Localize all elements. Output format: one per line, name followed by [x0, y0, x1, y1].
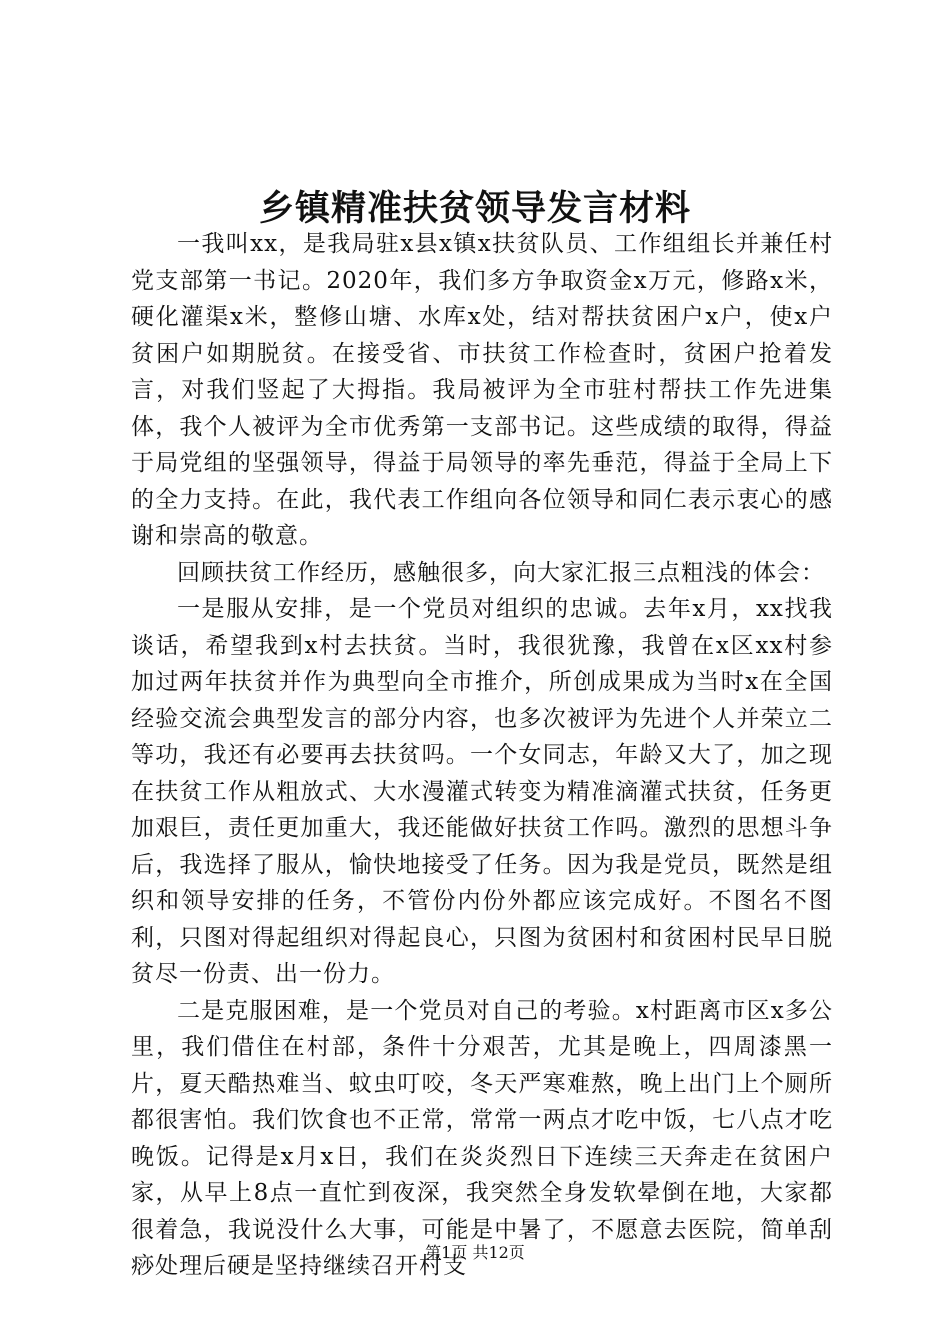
document-body	[131, 226, 833, 1285]
page-number-footer: 第1页 共12页	[425, 1243, 525, 1262]
paragraph-introduction: 一我叫xx，是我局驻x县x镇x扶贫队员、工作组组长并兼任村党支部第一书记。2020年，我们多方争取资金x万元，修路x米，硬化灌渠x米，整修山塘、水库x处，结对帮扶贫困户x户，使x户贫困户如期脱贫。在接受省、市扶贫工作检查时，贫困户抢着发言，对我们竖起了大拇指。我局被评为全市驻村帮扶工作先进集体，我个人被评为全市优秀第一支部书记。这些成绩的取得，得益于局党组的坚强领导，得益于局领导的率先垂范，得益于全局上下的全力支持。在此，我代表工作组向各位领导和同仁表示衷心的感谢和崇高的敬意。	[131, 231, 833, 549]
paragraph-review: 回顾扶贫工作经历，感触很多，向大家汇报三点粗浅的体会：	[177, 559, 825, 586]
paragraph-point-one: 一是服从安排，是一个党员对组织的忠诚。去年x月，xx找我谈话，希望我到x村去扶贫。当时，我很犹豫，我曾在x区xx村参加过两年扶贫并作为典型向全市推介，所创成果成为当时x在全国经验交流会典型发言的部分内容，也多次被评为先进个人并荣立二等功，我还有必要再去扶贫吗。一个女同志，年龄又大了，加之现在扶贫工作从粗放式、大水漫灌式转变为精准滴灌式扶贫，任务更加艰巨，责任更加重大，我还能做好扶贫工作吗。激烈的思想斗争后，我选择了服从，愉快地接受了任务。因为我是党员，既然是组织和领导安排的任务，不管份内份外都应该完成好。不图名不图利，只图对得起组织对得起良心，只图为贫困村和贫困村民早日脱贫尽一份责、出一份力。	[131, 596, 833, 987]
paragraph-point-two: 二是克服困难，是一个党员对自己的考验。x村距离市区x多公里，我们借住在村部，条件十分艰苦，尤其是晚上，四周漆黑一片，夏天酷热难当、蚊虫叮咬，冬天严寒难熬，晚上出门上个厕所都很害怕。我们饮食也不正常，常常一两点才吃中饭，七八点才吃晚饭。记得是x月x日，我们在炎炎烈日下连续三天奔走在贫困户家，从早上8点一直忙到夜深，我突然全身发软晕倒在地，大家都很着急，我说没什么大事，可能是中暑了，不愿意去医院，简单刮痧处理后硬是坚持继续召开村支	[131, 997, 833, 1279]
document-title: 乡镇精准扶贫领导发言材料	[258, 188, 691, 229]
